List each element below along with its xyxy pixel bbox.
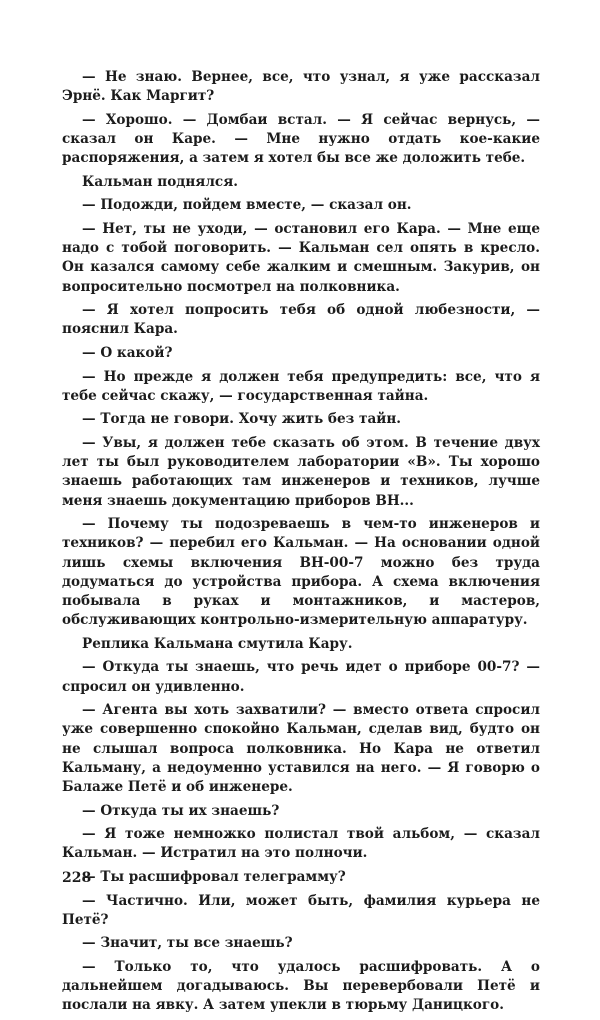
paragraph: — Откуда ты знаешь, что речь идет о приборе 00-7? — спросил он удивленно.: [62, 659, 540, 695]
paragraph: — Я хотел попросить тебя об одной любезности, — пояснил Кара.: [62, 302, 540, 338]
paragraph: — Почему ты подозреваешь в чем-то инженеров и техников? — перебил его Кальман. — На основании одной лишь схемы включения ВН-00-7 можно без труда додуматься до устройства прибора. А схема включения побывала в руках и монтажников, и мастеров, обслуживающих контрольно-измерительную аппаратуру.: [62, 516, 540, 629]
paragraph: — Откуда ты их знаешь?: [82, 802, 280, 819]
page-text: [62, 68, 540, 1020]
paragraph: — Увы, я должен тебе сказать об этом. В течение двух лет ты был руководителем лаборатории «В». Ты хорошо знаешь работающих там инженеров и техников, лучше меня знаешь документацию приборов ВН...: [62, 434, 540, 509]
paragraph: — Я тоже немножко полистал твой альбом, — сказал Кальман. — Истратил на это полночи.: [62, 826, 540, 862]
paragraph: — Не знаю. Вернее, все, что узнал, я уже рассказал Эрнё. Как Маргит?: [62, 69, 540, 105]
paragraph: — Только то, что удалось расшифровать. А о дальнейшем догадываюсь. Вы перевербовали Петё и послали на явку. А затем упекли в тюрьму Даницкого.: [62, 958, 540, 1014]
paragraph: — Хорошо. — Домбаи встал. — Я сейчас вернусь, — сказал он Каре. — Мне нужно отдать кое-какие распоряжения, а затем я хотел бы все же доложить тебе.: [62, 111, 540, 167]
paragraph: — Подожди, пойдем вместе, — сказал он.: [82, 197, 412, 214]
paragraph: — Нет, ты не уходи, — остановил его Кара. — Мне еще надо с тобой поговорить. — Кальман сел опять в кресло. Он казался самому себе жалким и смешным. Закурив, он вопросительно посмотрел на полковника.: [62, 220, 540, 295]
paragraph: Кальман поднялся.: [82, 173, 238, 190]
paragraph: — О какой?: [82, 344, 173, 361]
paragraph: — Но прежде я должен тебя предупредить: все, что я тебе сейчас скажу, — государственная тайна.: [62, 368, 540, 404]
paragraph: — Частично. Или, может быть, фамилия курьера не Петё?: [62, 892, 540, 928]
paragraph: — Тогда не говори. Хочу жить без тайн.: [82, 411, 402, 428]
paragraph: — Ты расшифровал телеграмму?: [82, 868, 346, 885]
paragraph: — Значит, ты все знаешь?: [82, 935, 293, 952]
paragraph: — Агента вы хоть захватили? — вместо ответа спросил уже совершенно спокойно Кальман, сделав вид, будто он не слышал вопроса полковника. Но Кара не ответил Кальману, а недоуменно уставился на него. — Я говорю о Балаже Петё и об инженере.: [62, 702, 540, 795]
paragraph: Реплика Кальмана смутила Кару.: [82, 635, 353, 652]
page-number: 228: [62, 870, 92, 886]
